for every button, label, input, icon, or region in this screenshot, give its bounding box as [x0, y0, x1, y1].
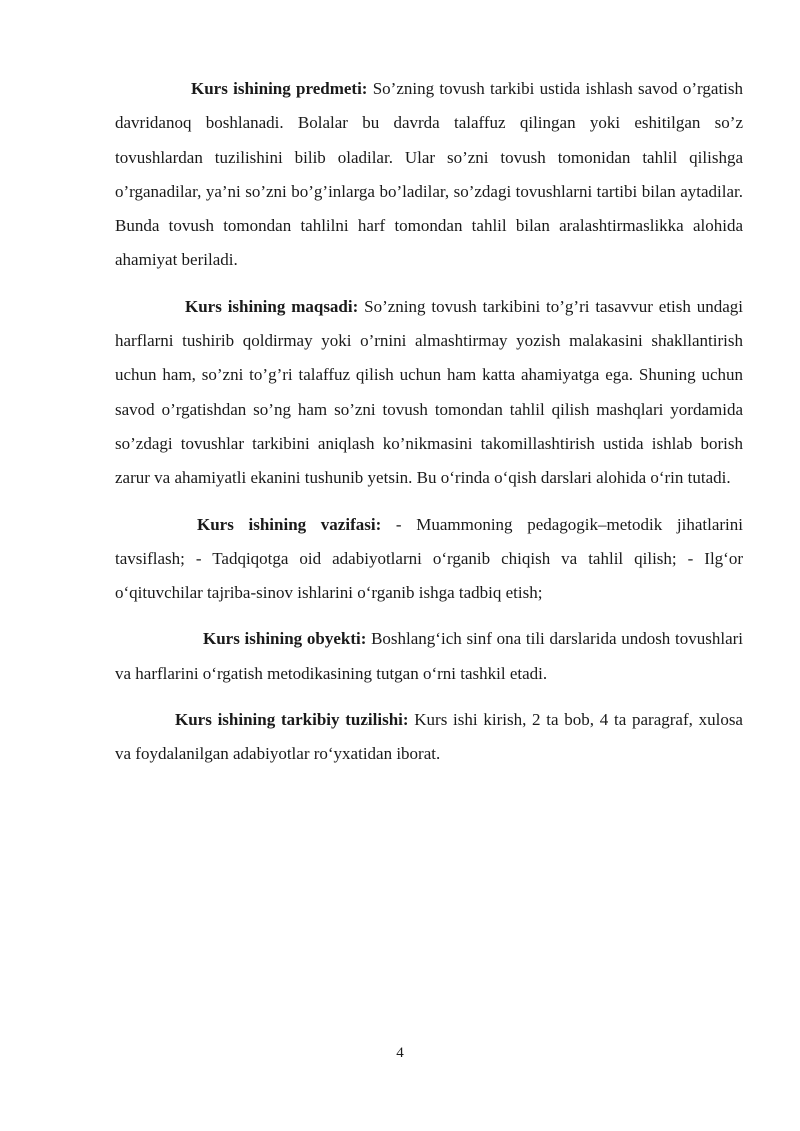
paragraph-heading: Kurs ishining obyekti:: [203, 629, 367, 649]
paragraph-structure: [115, 703, 743, 772]
paragraph-goal: [115, 290, 743, 496]
paragraph-text: Boshlang‘ich sinf ona tili darslarida undosh tovushlari va harflarini o‘rgatish metodikasining tutgan o‘rni tashkil etadi.: [115, 629, 743, 683]
paragraph-heading: Kurs ishining maqsadi:: [185, 296, 359, 316]
document-body: [115, 72, 743, 772]
page-number: 4: [396, 1045, 404, 1061]
paragraph-tasks: [115, 508, 743, 611]
paragraph-text: - Muammoning pedagogik–metodik jihatlarini tavsiflash; - Tadqiqotga oid adabiyotlarni o‘rganib chiqish va tahlil qilish; - Ilg‘or o‘qituvchilar tajriba-sinov ishlarini o‘rganib ishga tadbiq etish;: [115, 514, 743, 603]
paragraph-text: So’zning tovush tarkibi ustida ishlash savod o’rgatish davridanoq boshlanadi. Bolalar bu davrda talaffuz qilingan yoki eshitilgan so’z tovushlardan tuzilishini bilib oladilar. Ular so’zni tovush tomonidan tahlil qilishga o’rganadilar, ya’ni so’zni bo’g’inlarga bo’ladilar, so’zdagi tovushlarni tartibi bilan aytadilar. Bunda tovush tomondan tahlilni harf tomondan tahlil bilan aralashtirmaslikka alohida ahamiyat beriladi.: [115, 79, 744, 270]
paragraph-heading: Kurs ishining predmeti:: [191, 79, 368, 98]
paragraph-heading: Kurs ishining vazifasi:: [197, 514, 382, 534]
paragraph-heading: Kurs ishining tarkibiy tuzilishi:: [175, 710, 409, 730]
paragraph-text: Kurs ishi kirish, 2 ta bob, 4 ta paragraf, xulosa va foydalanilgan adabiyotlar ro‘yxatidan iborat.: [115, 710, 743, 764]
paragraph-subject: [115, 72, 743, 278]
paragraph-text: So’zning tovush tarkibini to’g’ri tasavvur etish undagi harflarni tushirib qoldirmay yoki o’rnini almashtirmay yozish malakasini shakllantirish uchun ham, so’zni to’g’ri talaffuz qilish uchun ham katta ahamiyatga ega. Shuning uchun savod o’rgatishdan so’ng ham so’zni tovush tomondan tahlil qilish mashqlari yordamida so’zdagi tovushlar tarkibini aniqlash ko’nikmasini takomillashtirish ustida ishlab borish zarur va ahamiyatli ekanini tushunib yetsin. Bu o‘rinda o‘qish darslari alohida o‘rin tutadi.: [115, 296, 744, 488]
paragraph-object: [115, 622, 743, 691]
